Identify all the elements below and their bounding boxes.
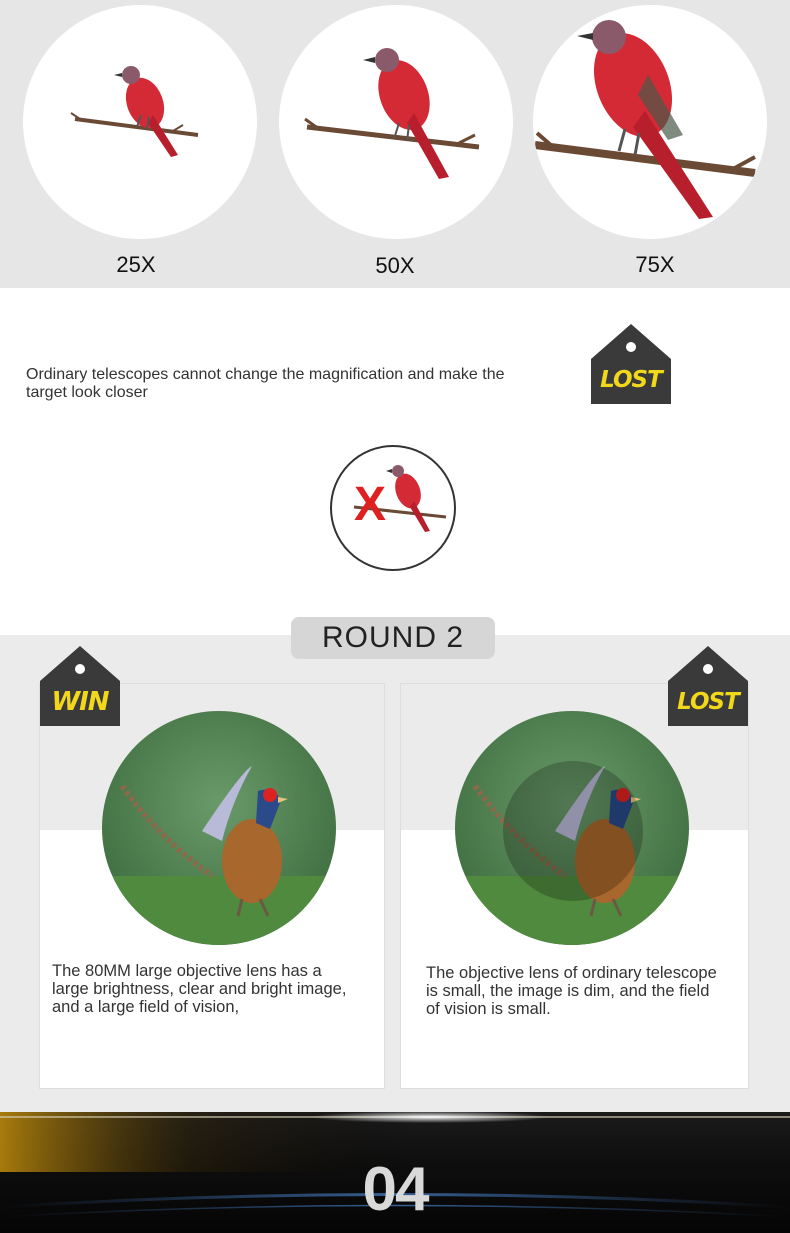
lost-panel-description: The objective lens of ordinary telescope is small, the image is dim, and the field of vision is small.: [426, 964, 717, 1018]
lost-tag-label: LOST: [600, 367, 662, 393]
zoom-75x-view: [533, 5, 767, 239]
comparison-description: Ordinary telescopes cannot change the magnification and make the target look closer: [26, 366, 505, 401]
pheasant-image: [102, 711, 336, 945]
zoom-label-75x: 75X: [635, 252, 675, 277]
bird-on-branch-image: [533, 5, 767, 239]
zoom-label-25x: 25X: [116, 252, 156, 277]
bird-on-branch-image: [23, 5, 257, 239]
section-number-banner: [0, 1112, 790, 1233]
lost-tag-round-label: LOST: [677, 689, 739, 715]
pheasant-image: [455, 711, 689, 945]
bird-on-branch-image: [332, 447, 454, 569]
win-tag-label: WIN: [51, 687, 109, 717]
win-panel: [39, 683, 385, 1089]
zoom-comparison-strip: [0, 0, 790, 288]
round-title: ROUND 2: [291, 617, 495, 659]
bird-on-branch-image: [279, 5, 513, 239]
ordinary-telescope-view: [330, 445, 456, 571]
zoom-label-50x: 50X: [375, 253, 415, 278]
lost-tag-round: [667, 645, 749, 727]
win-panel-description: The 80MM large objective lens has a large brightness, clear and bright image, and a large field of vision,: [52, 962, 347, 1016]
zoom-25x-view: [23, 5, 257, 239]
lost-panel: [400, 683, 749, 1089]
pheasant-dim-view: [455, 711, 689, 945]
section-number: 04: [362, 1155, 428, 1224]
pheasant-bright-view: [102, 711, 336, 945]
zoom-50x-view: [279, 5, 513, 239]
win-tag: [39, 645, 121, 727]
lost-tag: [590, 323, 672, 405]
cross-mark: X: [354, 478, 387, 531]
